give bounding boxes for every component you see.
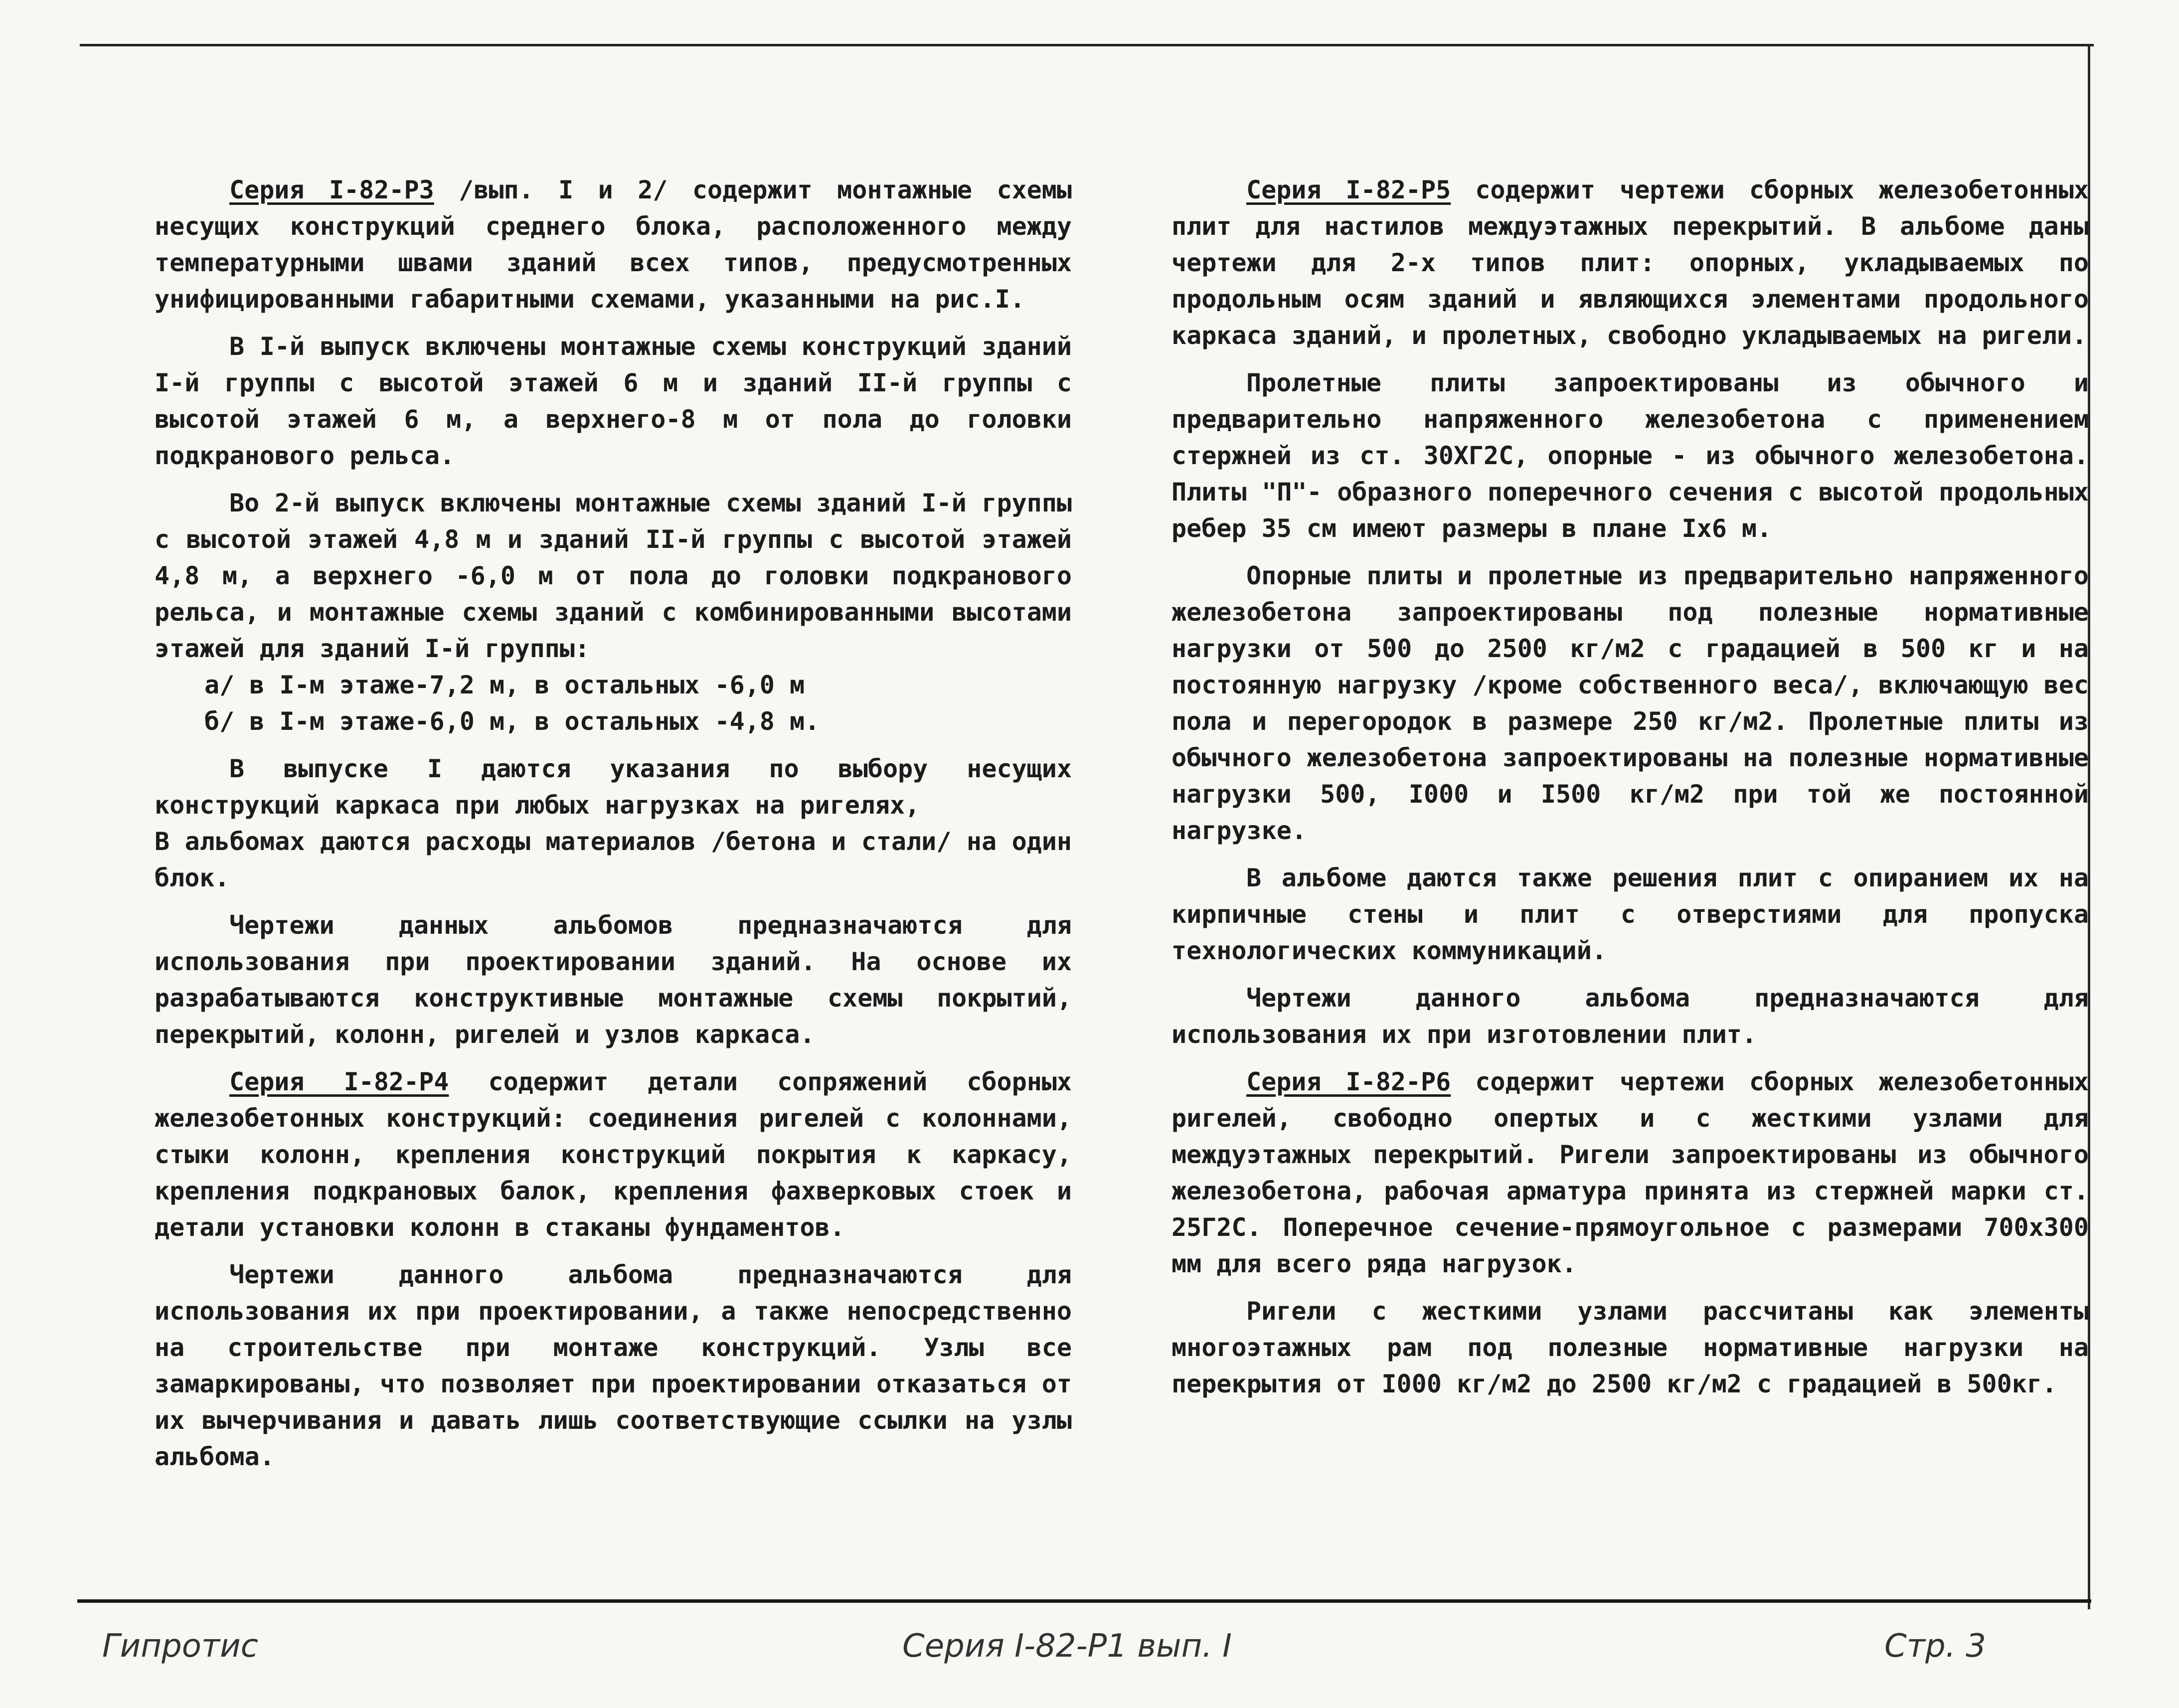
footer-series: Серия I-82-Р1 вып. I [902,1628,1232,1665]
paragraph: В альбомах даются расходы материалов /бетона и стали/ на один блок. [155,827,1072,892]
paragraph-text: /вып. I и 2/ содержит монтажные схемы несущих конструкций среднего блока, расположенного между температурными швами зданий всех типов, предусмотренных унифицированными габаритными схемами, указанными на рис.I. [155,175,1072,314]
series-title-r4: Серия I-82-Р4 [229,1067,449,1096]
paragraph: Чертежи данного альбома предназначаются для использования их при проектировании, а также непосредственно на строительстве при монтаже конструкций. Узлы все замаркированы, что позволяет при проектировании отказаться от их вычерчивания и давать лишь соответствующие ссылки на узлы альбома. [155,1260,1072,1471]
list-item-b: б/ в I-м этаже-6,0 м, в остальных -4,8 м. [204,707,820,736]
series-title-r3: Серия I-82-Р3 [229,175,434,204]
list-item-a: а/ в I-м этаже-7,2 м, в остальных -6,0 м [204,671,805,699]
series-title-r5: Серия I-82-Р5 [1246,175,1451,204]
paragraph: Чертежи данного альбома предназначаются для использования их при изготовлении плит. [1172,984,2089,1049]
paragraph: В выпуске I даются указания по выбору несущих конструкций каркаса при любых нагрузках на ригелях, [155,754,1072,820]
paragraph: Пролетные плиты запроектированы из обычного и предварительно напряженного железобетона с применением стержней из ст. 30ХГ2С, опорные - из обычного железобетона. Плиты "П"- образного поперечного сечения с высотой продольных ребер 35 см имеют размеры в плане Iх6 м. [1172,368,2089,543]
paragraph: Во 2-й выпуск включены монтажные схемы зданий I-й группы с высотой этажей 4,8 м и зданий II-й группы с высотой этажей 4,8 м, а верхнего -6,0 м от пола до головки подкранового рельса, и монтажные схемы зданий с комбинированными высотами этажей для зданий I-й группы: [155,489,1072,663]
paragraph: Опорные плиты и пролетные из предварительно напряженного железобетона запроектированы под полезные нормативные нагрузки от 500 до 2500 кг/м2 с градацией в 500 кг и на постоянную нагрузку /кроме собственного веса/, включающую вес пола и перегородок в размере 250 кг/м2. Пролетные плиты из обычного железобетона запроектированы на полезные нормативные нагрузки 500, I000 и I500 кг/м2 при той же постоянной нагрузке. [1172,561,2089,845]
paragraph-text: содержит чертежи сборных железобетонных ригелей, свободно опертых и с жесткими узлами для междуэтажных перекрытий. Ригели запроектированы из обычного железобетона, рабочая арматура принята из стержней марки ст. 25Г2С. Поперечное сечение-прямоугольное с размерами 700х300 мм для всего ряда нагрузок. [1172,1067,2089,1278]
paragraph-text: содержит детали сопряжений сборных железобетонных конструкций: соединения ригелей с колоннами, стыки колонн, крепления конструкций покрытия к каркасу, крепления подкрановых балок, крепления фахверковых стоек и детали установки колонн в стаканы фундаментов. [155,1067,1072,1242]
paragraph: Ригели с жесткими узлами рассчитаны как элементы многоэтажных рам под полезные нормативные нагрузки на перекрытия от I000 кг/м2 до 2500 кг/м2 с градацией в 500кг. [1172,1297,2089,1398]
paragraph: Чертежи данных альбомов предназначаются для использования при проектировании зданий. На основе их разрабатываются конструктивные монтажные схемы покрытий, перекрытий, колонн, ригелей и узлов каркаса. [155,911,1072,1049]
paragraph-series-r6 [1172,1064,2089,1282]
footer-page-number: Стр. 3 [1884,1628,1986,1665]
paragraph-text: содержит чертежи сборных железобетонных плит для настилов междуэтажных перекрытий. В альбоме даны чертежи для 2-х типов плит: опорных, укладываемых по продольным осям зданий и являющихся элементами продольного каркаса зданий, и пролетных, свободно укладываемых на ригели. [1172,175,2089,350]
paragraph-series-r3 [155,172,1072,318]
page-frame-top-line [80,44,2094,46]
paragraph: В I-й выпуск включены монтажные схемы конструкций зданий I-й группы с высотой этажей 6 м и зданий II-й группы с высотой этажей 6 м, а верхнего-8 м от пола до головки подкранового рельса. [155,332,1072,470]
footer-organization: Гипротис [102,1628,258,1665]
paragraph: В альбоме даются также решения плит с опиранием их на кирпичные стены и плит с отверстиями для пропуска технологических коммуникаций. [1172,863,2089,965]
right-text-column [1172,172,2089,1413]
paragraph-series-r5 [1172,172,2089,354]
page-frame-bottom-line [77,1599,2091,1603]
paragraph-series-r4 [155,1064,1072,1246]
left-text-column [155,172,1072,1486]
series-title-r6: Серия I-82-Р6 [1246,1067,1451,1096]
